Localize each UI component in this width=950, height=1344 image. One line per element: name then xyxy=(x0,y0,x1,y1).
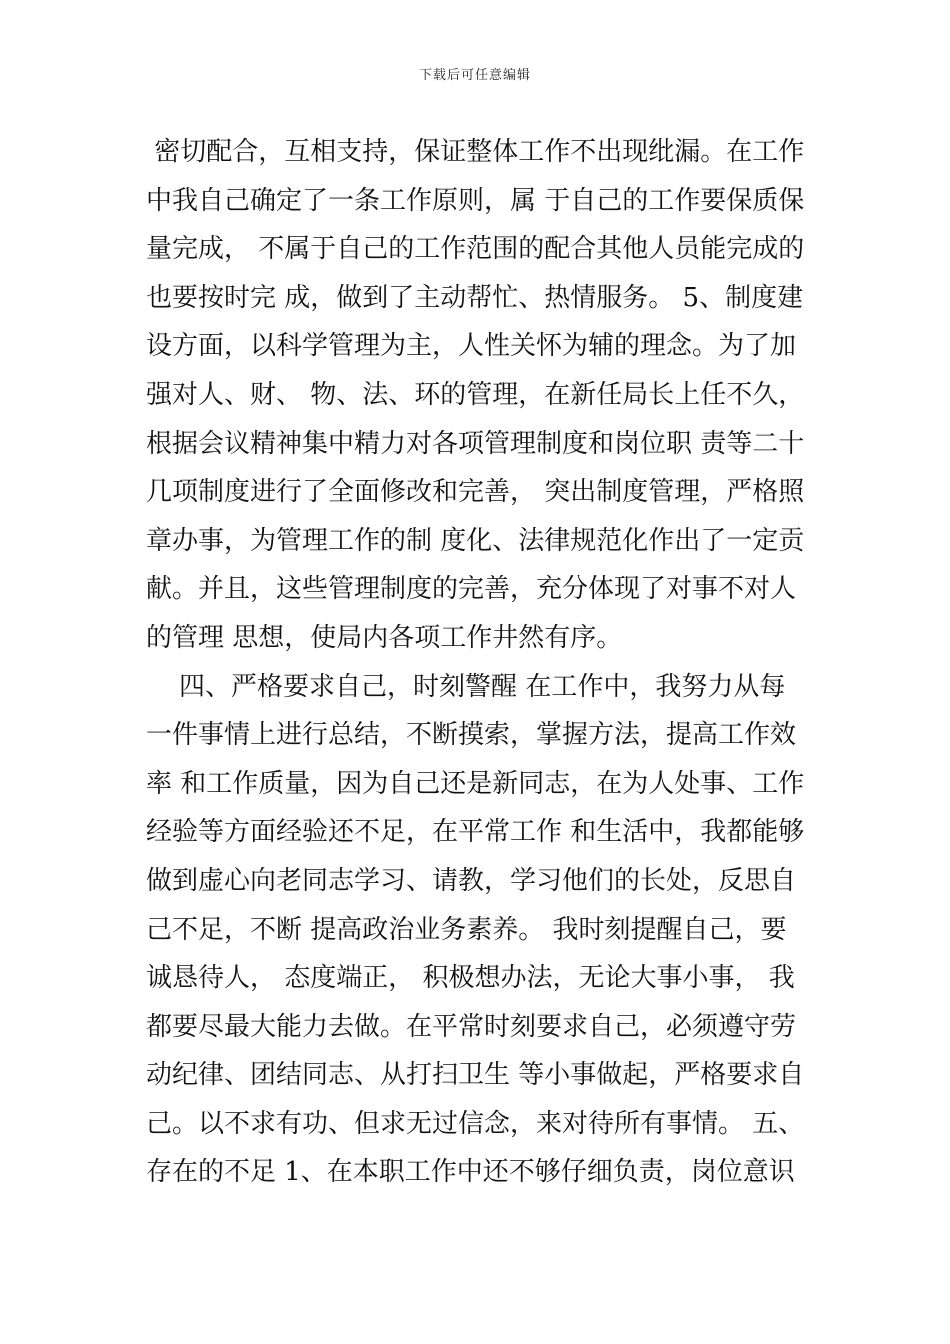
text-line: 动纪律、团结同志、从打扫卫生 等小事做起，严格要求自 xyxy=(146,1060,805,1091)
text-line: 根据会议精神集中精力对各项管理制度和岗位职 责等二十 xyxy=(146,428,805,459)
text-line: 存在的不足 1、在本职工作中还不够仔细负责，岗位意识 xyxy=(146,1157,795,1188)
text-line: 经验等方面经验还不足，在平常工作 和生活中，我都能够 xyxy=(146,817,805,848)
text-line: 章办事，为管理工作的制 度化、法律规范化作出了一定贡 xyxy=(146,525,805,556)
text-line: 四、严格要求自己，时刻警醒 在工作中，我努力从每 xyxy=(146,671,786,702)
text-line: 的管理 思想，使局内各项工作井然有序。 xyxy=(146,622,623,653)
text-line: 一件事情上进行总结，不断摸索，掌握方法，提高工作效 xyxy=(146,720,797,751)
text-line: 己。以不求有功、但求无过信念，来对待所有事情。 五、 xyxy=(146,1108,805,1139)
text-line: 强对人、财、 物、法、环的管理，在新任局长上任不久， xyxy=(146,379,805,410)
text-line: 都要尽最大能力去做。在平常时刻要求自己，必须遵守劳 xyxy=(146,1011,797,1042)
text-line: 献。并且，这些管理制度的完善，充分体现了对事不对人 xyxy=(146,574,797,605)
text-line: 做到虚心向老同志学习、请教，学习他们的长处，反思自 xyxy=(146,865,797,896)
text-line: 率 和工作质量，因为自己还是新同志，在为人处事、工作 xyxy=(146,768,805,799)
text-line: 设方面，以科学管理为主，人性关怀为辅的理念。为了加 xyxy=(146,331,797,362)
text-line: 己不足，不断 提高政治业务素养。 我时刻提醒自己，要 xyxy=(146,914,787,945)
document-body xyxy=(146,128,806,1197)
text-line: 密切配合，互相支持，保证整体工作不出现纰漏。在工作 xyxy=(146,137,805,167)
text-line: 也要按时完 成，做到了主动帮忙、热情服务。 5、制度建 xyxy=(146,282,804,313)
text-line: 量完成， 不属于自己的工作范围的配合其他人员能完成的 xyxy=(146,234,805,265)
page-header-note: 下载后可任意编辑 xyxy=(418,68,531,83)
text-line: 中我自己确定了一条工作原则，属 于自己的工作要保质保 xyxy=(146,185,805,216)
text-line: 几项制度进行了全面修改和完善， 突出制度管理，严格照 xyxy=(146,477,805,508)
text-line: 诚恳待人， 态度端正， 积极想办法，无论大事小事， 我 xyxy=(146,963,795,994)
